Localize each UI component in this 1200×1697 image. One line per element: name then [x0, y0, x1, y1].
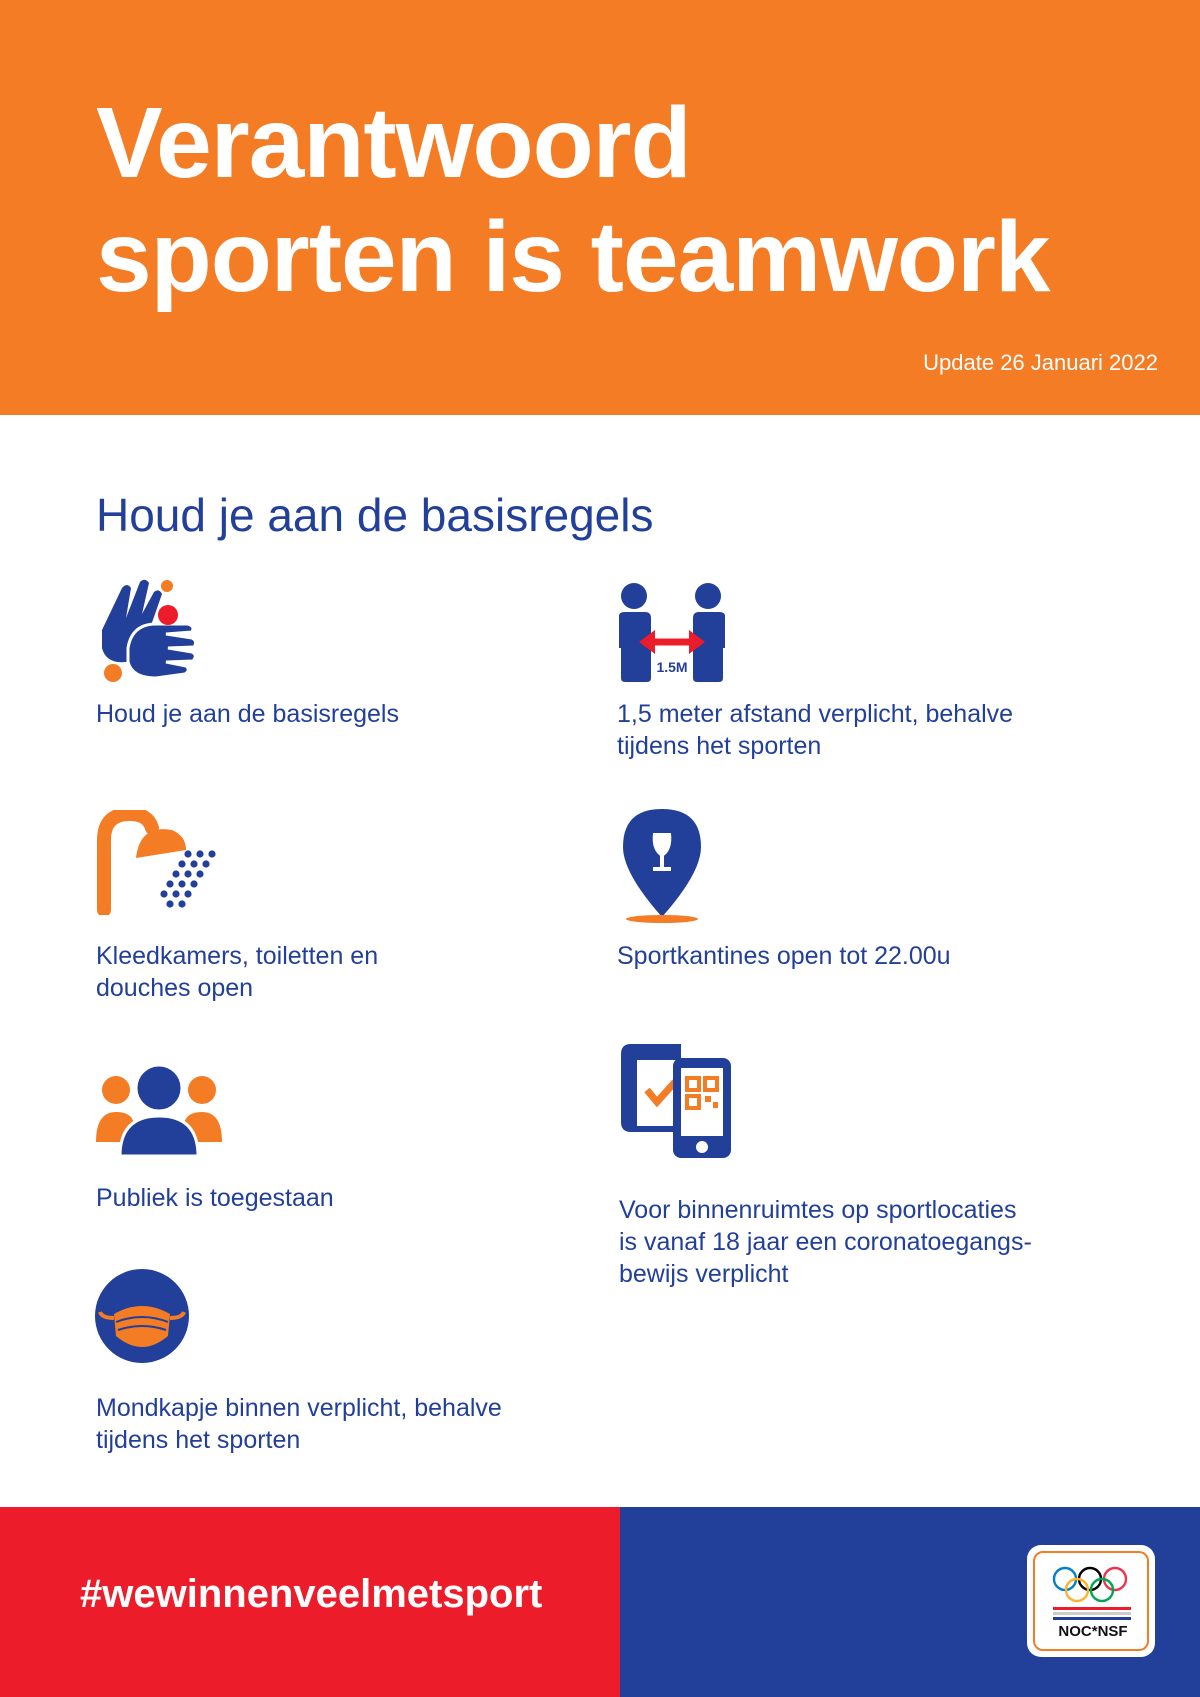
page-title	[96, 86, 1050, 314]
rule-label: Sportkantines open tot 22.00u	[617, 942, 951, 970]
rule-label: Mondkapje binnen verplicht, behalve tijdens het sporten	[96, 1394, 502, 1454]
noc-nsf-logo	[1027, 1545, 1155, 1657]
canteen-pin-icon	[617, 805, 707, 925]
qr-phone-icon	[617, 1040, 737, 1160]
title-line-2: sporten is teamwork	[96, 201, 1050, 313]
hand-washing-icon	[96, 578, 206, 683]
distance-icon	[617, 582, 727, 682]
rule-face-mask	[94, 1268, 502, 1454]
distance-badge: 1.5M	[656, 659, 688, 675]
rule-label: Publiek is toegestaan	[96, 1184, 334, 1212]
rule-showers	[96, 810, 379, 1002]
logo-text: NOC*NSF	[1058, 1623, 1128, 1640]
rule-label: Houd je aan de basisregels	[96, 700, 399, 728]
rule-audience	[96, 1064, 334, 1212]
rule-label: 1,5 meter afstand verplicht, behalve tijdens het sporten	[617, 700, 1014, 760]
hashtag: #wewinnenveelmetsport	[80, 1572, 543, 1616]
rule-hand-washing	[96, 578, 399, 728]
face-mask-icon	[94, 1268, 190, 1364]
rule-distance	[617, 582, 1014, 760]
rule-canteen	[617, 805, 951, 970]
shower-icon	[96, 810, 221, 915]
update-date: Update 26 Januari 2022	[923, 350, 1158, 375]
rule-label: Voor binnenruimtes op sportlocaties is vanaf 18 jaar een coronatoegangs- bewijs verplicht	[619, 1196, 1032, 1288]
header-banner	[0, 0, 1200, 415]
olympic-rings-icon	[1035, 1561, 1151, 1627]
audience-icon	[96, 1064, 222, 1156]
rule-label: Kleedkamers, toiletten en douches open	[96, 942, 379, 1002]
section-heading: Houd je aan de basisregels	[96, 489, 654, 541]
title-line-1: Verantwoord	[96, 87, 691, 199]
rule-corona-pass	[617, 1040, 1032, 1288]
